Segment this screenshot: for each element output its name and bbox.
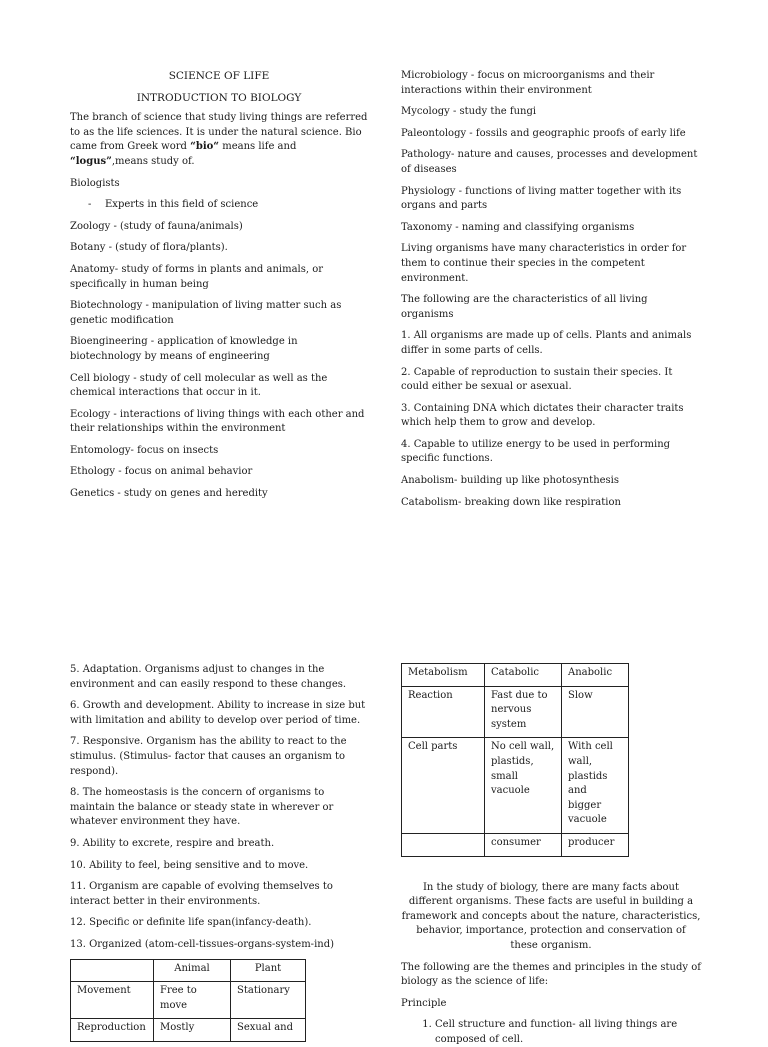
field-cell-biology: Cell biology - study of cell molecular as well as the chemical interactions that occur in it.	[70, 372, 328, 399]
table-cell	[71, 959, 154, 982]
list-item: 1. Cell structure and function- all living things are composed of cell.	[435, 1018, 701, 1047]
table-cell: Anabolic	[562, 664, 629, 687]
characteristic-9: 9. Ability to excrete, respire and breath.	[70, 837, 275, 849]
dash-marker: -	[88, 199, 92, 211]
field-ecology: Ecology - interactions of living things with each other and their relationships within the environment	[70, 408, 365, 435]
intro-logus-bold: “logus”	[70, 155, 112, 167]
biologists-heading: Biologists	[70, 177, 120, 189]
characteristic-10: 10. Ability to feel, being sensitive and to move.	[70, 859, 309, 871]
table-cell: Cell parts	[402, 738, 485, 834]
table-cell: Stationary	[231, 982, 306, 1019]
field-genetics: Genetics - study on genes and heredity	[70, 488, 268, 500]
intro-bio-bold: “bio“	[190, 141, 220, 153]
table-cell: Fast due to nervous system	[485, 686, 562, 738]
characteristic-13: 13. Organized (atom-cell-tissues-organs-system-ind)	[70, 938, 335, 950]
bullet-text: Experts in this field of science	[105, 199, 259, 211]
table-cell: Mostly	[154, 1019, 231, 1042]
field-zoology: Zoology - (study of fauna/animals)	[70, 220, 243, 232]
field-biotechnology: Biotechnology - manipulation of living matter such as genetic modification	[70, 300, 342, 326]
characteristic-11: 11. Organism are capable of evolving themselves to interact better in their environments.	[70, 881, 333, 907]
table-row	[71, 1019, 306, 1042]
table-cell: Reaction	[402, 686, 485, 738]
principles-list	[401, 1018, 701, 1047]
page1-right-column	[401, 69, 701, 517]
animal-plant-table	[70, 959, 306, 1042]
characteristic-1: 1. All organisms are made up of cells. Plants and animals differ in some parts of cells.	[401, 330, 692, 356]
characteristic-12: 12. Specific or definite life span(infancy-death).	[70, 917, 312, 929]
characteristics-intro: Living organisms have many characteristics in order for them to continue their species in the competent environment.	[401, 243, 687, 284]
table-cell: Free to move	[154, 982, 231, 1019]
field-botany: Botany - (study of flora/plants).	[70, 242, 228, 254]
table-cell: consumer	[485, 833, 562, 856]
characteristic-3: 3. Containing DNA which dictates their character traits which help them to grow and develop.	[401, 402, 684, 429]
table-cell: Slow	[562, 686, 629, 738]
table-cell: Sexual and	[231, 1019, 306, 1042]
document-title: SCIENCE OF LIFE	[168, 70, 270, 82]
page1-left-column	[70, 69, 368, 509]
table-cell: Plant	[231, 959, 306, 982]
characteristic-5: 5. Adaptation. Organisms adjust to changes in the environment and can easily respond to these changes.	[70, 664, 347, 690]
field-taxonomy: Taxonomy - naming and classifying organisms	[401, 221, 635, 233]
characteristic-2: 2. Capable of reproduction to sustain their species. It could either be sexual or asexual.	[401, 366, 673, 393]
table-row	[402, 738, 629, 834]
table-row	[71, 982, 306, 1019]
field-physiology: Physiology - functions of living matter together with its organs and parts	[401, 185, 682, 212]
table-cell	[402, 833, 485, 856]
characteristic-8: 8. The homeostasis is the concern of organisms to maintain the balance or steady state in wherever or whatever environment they have.	[70, 787, 334, 828]
table-cell: Animal	[154, 959, 231, 982]
metabolism-table	[401, 663, 629, 857]
principle-heading: Principle	[401, 997, 447, 1009]
intro-text-c: means life and	[219, 141, 297, 153]
table-cell: producer	[562, 833, 629, 856]
characteristic-6: 6. Growth and development. Ability to increase in size but with limitation and ability to develop over period of time.	[70, 700, 366, 726]
field-microbiology: Microbiology - focus on microorganisms and their interactions within their environment	[401, 70, 655, 96]
field-anatomy: Anatomy- study of forms in plants and animals, or specifically in human being	[70, 263, 324, 290]
table-cell: No cell wall, plastids, small vacuole	[485, 738, 562, 834]
catabolism-definition: Catabolism- breaking down like respiration	[401, 496, 621, 508]
characteristic-7: 7. Responsive. Organism has the ability to react to the stimulus. (Stimulus- factor that causes an organism to respond).	[70, 736, 347, 777]
study-paragraph: In the study of biology, there are many facts about different organisms. These facts are useful in building a framework and concepts about the nature, characteristics, behavior, importance, protection and conservation of these organism.	[401, 881, 701, 951]
biologists-bullet	[70, 198, 368, 213]
table-cell: Movement	[71, 982, 154, 1019]
page2-right-column	[401, 663, 701, 1047]
table-cell: With cell wall, plastids and bigger vacuole	[562, 738, 629, 834]
intro-text-a: The branch of science that study living things are referred to as the life sciences. It is under the natural science. Bio came from Greek word	[70, 112, 368, 153]
document-subtitle: INTRODUCTION TO BIOLOGY	[136, 91, 302, 104]
table-header-row	[71, 959, 306, 982]
field-mycology: Mycology - study the fungi	[401, 106, 537, 118]
table-cell: Metabolism	[402, 664, 485, 687]
anabolism-definition: Anabolism- building up like photosynthesis	[401, 475, 620, 487]
field-entomology: Entomology- focus on insects	[70, 444, 219, 456]
intro-text-e: ,means study of.	[111, 155, 195, 167]
themes-intro: The following are the themes and principles in the study of biology as the science of life:	[401, 961, 701, 988]
field-pathology: Pathology- nature and causes, processes and development of diseases	[401, 149, 698, 175]
table-cell: Catabolic	[485, 664, 562, 687]
field-paleontology: Paleontology - fossils and geographic proofs of early life	[401, 127, 686, 139]
field-ethology: Ethology - focus on animal behavior	[70, 466, 253, 478]
table-row	[402, 833, 629, 856]
page2-left-column	[70, 663, 368, 1042]
characteristic-4: 4. Capable to utilize energy to be used in performing specific functions.	[401, 438, 671, 465]
table-cell: Reproduction	[71, 1019, 154, 1042]
intro-paragraph	[70, 111, 368, 169]
characteristics-heading: The following are the characteristics of all living organisms	[401, 294, 648, 320]
table-row	[402, 664, 629, 687]
field-bioengineering: Bioengineering - application of knowledge in biotechnology by means of engineering	[70, 336, 298, 362]
table-row	[402, 686, 629, 738]
